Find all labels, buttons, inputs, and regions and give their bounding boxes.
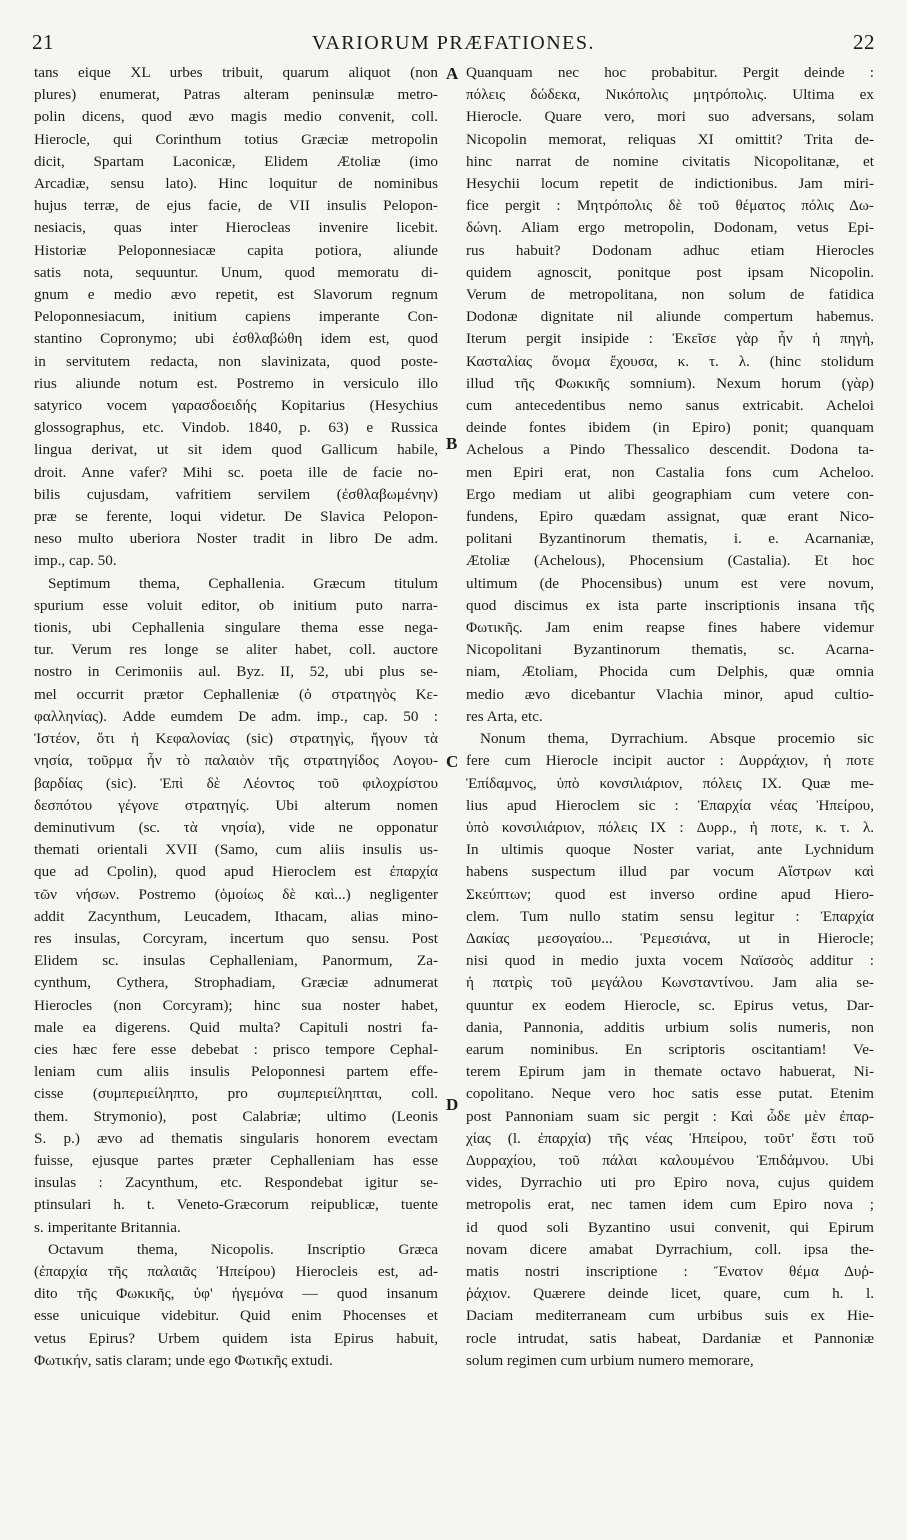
text-line: glossographus, etc. Vindob. 1840, p. 63) e Russica [34, 419, 438, 437]
text-line: δεσπότου γέγονε στρατηγίς. Ubi alterum nomen [34, 796, 438, 814]
text-line: que ad Cpolin), quod apud Hieroclem est ἐπαρχία [34, 863, 438, 881]
text-line: Hierocle, qui Corinthum totius Græciæ metropolin [34, 130, 438, 148]
text-line: res Arta, etc. [466, 707, 543, 725]
text-line: hinc narrat de nomine civitatis Nicopolitanæ, et [466, 152, 874, 170]
text-line: in servitutem redacta, non slavinizata, quod poste- [34, 352, 438, 370]
section-marker-a: A [446, 64, 459, 83]
text-line: ἡ πατρὶς τοῦ μεγάλου Κωνσταντίνου. Jam alia se- [466, 974, 874, 992]
text-line: stantino Copronymo; ubi ἐσθλαβώθη idem est, quod [34, 330, 438, 348]
text-line: Κασταλίας ὄνομα ἔχουσα, κ. τ. λ. (hinc stolidum [466, 352, 874, 370]
text-line: fuisse, ejusque partes præter Cephalleniam has esse [34, 1151, 438, 1169]
right-column [466, 62, 874, 1372]
text-line: quidem agnoscit, ponitque post ipsam Nicopolin. [466, 263, 874, 281]
text-line: habens suspectum illud par vocum Αἴστρων καὶ [466, 863, 874, 881]
text-line: βαρδίας (sic). Ἐπὶ δὲ Λέοντος τοῦ φιλοχρίστου [34, 774, 438, 792]
text-line: Δακίας μεσογαίου... Ῥεμεσιάνα, ut in Hierocle; [466, 929, 874, 947]
text-line: Nicopolin memorat, reliquas XI omittit? Trita de- [466, 130, 874, 148]
text-line: cies hæc fere esse debebat : prisco tempore Cephal- [34, 1040, 438, 1058]
text-line: s. imperitante Britannia. [34, 1218, 181, 1236]
text-line: politani Byzantinorum thematis, i. e. Acarnaniæ, [466, 530, 874, 548]
text-line: deminutivum (sc. τὰ νησία), vide ne opponatur [34, 818, 438, 836]
text-line: tionis, ubi Cephallenia singulare thema esse nega- [34, 619, 438, 637]
text-line: Nicopolitani Byzantinorum thematis, sc. Acarna- [466, 641, 874, 659]
text-line: fice pergit : Μητρόπολις δὲ τοῦ θέματος πόλις Δω- [466, 197, 874, 215]
running-header [32, 30, 875, 56]
text-line: fundens, Epiro quædam assignat, quæ erant Nico- [466, 508, 874, 526]
text-line: novam dicere amabat Dyrrachium, coll. ipsa the- [466, 1240, 874, 1258]
text-line: metropolis erat, nec tamen idem cum Epiro nova ; [466, 1196, 874, 1214]
text-line: Iterum pergit insipide : Ἐκεῖσε γὰρ ἦν ἡ πηγὴ, [466, 330, 874, 348]
text-line: fere cum Hierocle incipit auctor : Δυρράχιον, ἡ ποτε [466, 752, 874, 770]
text-line: id quod soli Byzantino usui convenit, qui Epirum [466, 1218, 874, 1236]
text-line: ὑπὸ κονσιλιάριον, πόλεις IX : Δυρρ., ἡ ποτε, κ. τ. λ. [466, 818, 874, 836]
text-line: Dodonæ dignitate nil aliunde compertum habemus. [466, 308, 874, 326]
text-line: cisse (συμπεριείληπτο, pro συμπεριείληπται, coll. [34, 1085, 438, 1103]
text-line: cum antecedentibus nemo sanus extricabit. Acheloi [466, 397, 874, 415]
text-line: lingua derivat, ut sit idem quod Gallicum habile, [34, 441, 438, 459]
text-line: illud τῆς Φωκικῆς somnium). Nexum horum (γὰρ) [466, 374, 874, 392]
text-line: gnum e medio ævo repetit, est Slavorum regnum [34, 286, 438, 304]
running-title: VARIORUM PRÆFATIONES. [311, 32, 596, 54]
text-line: S. p.) ævo ad thematis singularis honorem evectam [34, 1129, 438, 1147]
text-line: vetus Epirus? Urbem quidem ista Epirus habuit, [34, 1329, 438, 1347]
text-line: matis nostri inscriptione : Ἔνατον θέμα Δυῤ- [466, 1262, 874, 1280]
text-line: nesiacis, quas inter Hierocleas invenire licebit. [34, 219, 438, 237]
text-line: addit Zacynthum, Leucadem, Ithacam, alias mino- [34, 907, 438, 925]
text-line: πόλεις δώδεκα, Νικόπολις μητρόπολις. Ultima ex [466, 86, 874, 104]
text-line: deinde fontes ibidem (in Epiro) ponit; quanquam [466, 419, 874, 437]
text-line: droit. Anne vafer? Mihi sc. poeta ille de facie no- [34, 463, 438, 481]
text-line: Ætoliæ (Achelous), Phocensium (Castalia). Et hoc [466, 552, 874, 570]
text-line: dania, Pannonia, additis urbium solis numeris, non [466, 1018, 874, 1036]
text-line: vides, Dyrrachio uti pro Epiro nova, cujus quidem [466, 1174, 874, 1192]
text-line: χίας (l. ἐπαρχία) τῆς νέας Ἠπείρου, τοῦτ' ἔστι τοῦ [466, 1129, 874, 1147]
text-line: niam, Ætoliam, Phocida cum Delphis, quæ omnia [466, 663, 874, 681]
text-line: Quanquam nec hoc probabitur. Pergit deinde : [466, 64, 874, 81]
section-marker-d: D [446, 1095, 459, 1114]
section-marker-b: B [446, 434, 458, 453]
text-line: hujus terræ, de ejus facie, de VII insulis Pelopon- [34, 197, 438, 215]
text-line: spurium esse voluit editor, ob initium puto narra- [34, 596, 438, 614]
text-line: nostro in Cerimoniis aul. Byz. II, 52, ubi plus se- [34, 663, 438, 681]
text-line: lius apud Hieroclem sic : Ἐπαρχία νέας Ἠπείρου, [466, 796, 874, 814]
text-line: neso multo uberiora Noster tradit in libro De adm. [34, 530, 438, 548]
text-line: præ se ferente, loqui videtur. De Slavica Pelopon- [34, 508, 438, 526]
text-line: post Pannoniam suam sic pergit : Καὶ ὧδε μὲν ἐπαρ- [466, 1107, 874, 1125]
text-line: leniam cum aliis insulis Peloponnesi partem effe- [34, 1063, 438, 1081]
text-line: bilis cujusdam, vafritiem servilem (ἐσθλαβωμένην) [34, 485, 438, 503]
left-column [34, 62, 438, 1372]
text-line: dito τῆς Φωκικῆς, ὑφ' ἡγεμόνα — quod insanum [34, 1285, 438, 1303]
text-line: copolitano. Neque vero hoc satis esse putat. Etenim [466, 1085, 874, 1103]
text-line: imp., cap. 50. [34, 552, 117, 570]
text-line: Octavum thema, Nicopolis. Inscriptio Græca [48, 1240, 438, 1258]
text-line: δώνη. Aliam ergo metropolin, Dodonam, vetus Epi- [466, 219, 874, 237]
text-line: tans eique XL urbes tribuit, quarum aliquot (non [34, 64, 438, 81]
text-line: rocle intrudat, satis habeat, Dardaniæ et Pannoniæ [466, 1329, 874, 1347]
text-line: res insulas, Corcyram, incertum quo sensu. Post [34, 929, 438, 947]
text-line: Hesychii locum repetit de indictionibus. Jam miri- [466, 175, 874, 193]
text-line: τῶν νήσων. Postremo (ὁμοίως δὲ καὶ...) negligenter [34, 885, 438, 903]
text-line: quod discimus ex ista parte inscriptionis insana τῆς [466, 596, 874, 614]
text-line: cynthum, Cythera, Strophadiam, Græciæ adnumerat [34, 974, 438, 992]
text-line: them. Strymonio), post Calabriæ; ultimo (Leonis [34, 1107, 438, 1125]
text-line: Hierocles (non Corcyram); hinc sua noster habet, [34, 996, 438, 1014]
text-line: medio ævo dicebantur Vlachia minor, apud cultio- [466, 685, 874, 703]
text-line: plures) enumerat, Patras alteram peninsulæ metro- [34, 86, 438, 104]
text-line: satyrico vocem γαρασδοειδής Kopitarius (Hesychius [34, 397, 438, 415]
text-line: Elidem sc. insulas Cephalleniam, Panormum, Za- [34, 952, 438, 970]
text-line: Ἰστέον, ὅτι ἡ Κεφαλονίας (sic) στρατηγὶς, ἤγουν τὰ [34, 730, 438, 748]
text-line: mel occurrit prætor Cephalleniæ (ὁ στρατηγὸς Κε- [34, 685, 438, 703]
text-line: νησία, τοῦρμα ἦν τὸ παλαιὸν τῆς στρατηγίδος Λογου- [34, 752, 438, 770]
text-line: Arcadiæ, sensu lato). Hinc loquitur de nominibus [34, 175, 438, 193]
text-line: Σκεύπτων; quod est inverso ordine apud Hiero- [466, 885, 874, 903]
text-line: Hierocle. Quare vero, mori suo adversans, solam [466, 108, 874, 126]
page-number-right: 22 [852, 30, 875, 54]
text-line: Peloponnesiacum, initium capiens imperante Con- [34, 308, 438, 326]
text-line: Historiæ Peloponnesiacæ capita potiora, aliunde [34, 241, 438, 259]
text-line: Φωτικῆς. Jam enim reapse fines habere videmur [466, 619, 874, 637]
page-number-left: 21 [32, 30, 54, 54]
text-line: ultimum (de Phocensibus) unum est vere novum, [466, 574, 874, 592]
text-line: Nonum thema, Dyrrachium. Absque procemio sic [480, 730, 874, 748]
text-line: Septimum thema, Cephallenia. Græcum titulum [48, 574, 438, 592]
text-line: rius aliunde notum est. Postremo in versiculo illo [34, 374, 438, 392]
text-line: tur. Verum res longe se aliter habet, coll. auctore [34, 641, 438, 659]
text-line: terem Epirum jam in themate octavo habuerat, Ni- [466, 1063, 874, 1081]
text-line: insulas : Zacynthum, etc. Respondebat igitur se- [34, 1174, 438, 1192]
text-line: In ultimis quoque Noster variat, ante Lychnidum [466, 841, 874, 859]
text-line: ῥάχιον. Quærere deinde licet, quare, cum h. l. [466, 1285, 874, 1303]
text-line: Verum de metropolitana, non solum de fatidica [466, 286, 874, 304]
section-marker-c: C [446, 752, 459, 771]
text-line: nisi quod in medio juxta vocem Ναϊσσὸς additur : [466, 952, 874, 970]
text-line: male ea digerens. Quid multa? Capituli nostri fa- [34, 1018, 438, 1036]
text-line: Ergo mediam ut alibi geographiam cum vetere con- [466, 485, 874, 503]
text-line: quuntur ex eodem Hierocle, sc. Epirus vetus, Dar- [466, 996, 874, 1014]
text-line: men Epiri erat, non Castalia fons cum Acheloo. [466, 463, 874, 481]
text-line: (ἐπαρχία τῆς παλαιᾶς Ἠπείρου) Hierocleis est, ad- [34, 1262, 438, 1280]
text-line: Φωτικήν, satis claram; unde ego Φωτικῆς extudi. [34, 1351, 333, 1369]
text-line: rus habuit? Dodonam adhuc etiam Hierocles [466, 241, 874, 259]
text-line: Δυρραχίου, τοῦ πάλαι καλουμένου Ἐπιδάμνου. Ubi [466, 1151, 874, 1169]
text-line: clem. Tum nullo statim sensu legitur : Ἐπαρχία [466, 907, 874, 925]
text-line: Ἐπίδαμνος, ὑπὸ κονσιλιάριον, πόλεις IX. Quæ me- [466, 774, 874, 792]
text-line: Daciam mediterraneam cum urbibus suis ex Hie- [466, 1307, 874, 1325]
text-line: earum nominibus. En scriptoris oscitantiam! Ve- [466, 1040, 874, 1058]
text-line: Achelous a Pindo Thessalico descendit. Dodona ta- [466, 441, 874, 459]
text-line: satis nota, sequuntur. Unum, quod memoratu di- [34, 263, 438, 281]
text-line: polin dicens, quod ævo magis medio convenit, coll. [34, 108, 438, 126]
text-line: solum regimen cum urbium numero memorare, [466, 1351, 754, 1369]
text-line: φαλληνίας). Adde eumdem De adm. imp., cap. 50 : [34, 707, 438, 725]
text-line: dicit, Spartam Laconicæ, Elidem Ætoliæ (imo [34, 152, 438, 170]
text-line: esse unicuique videbitur. Quid enim Phocenses et [34, 1307, 438, 1325]
text-line: themati orientali XVII (Samo, cum aliis insulis us- [34, 841, 438, 859]
text-line: ptinsulari h. t. Veneto-Græcorum reipublicæ, tuente [34, 1196, 438, 1214]
